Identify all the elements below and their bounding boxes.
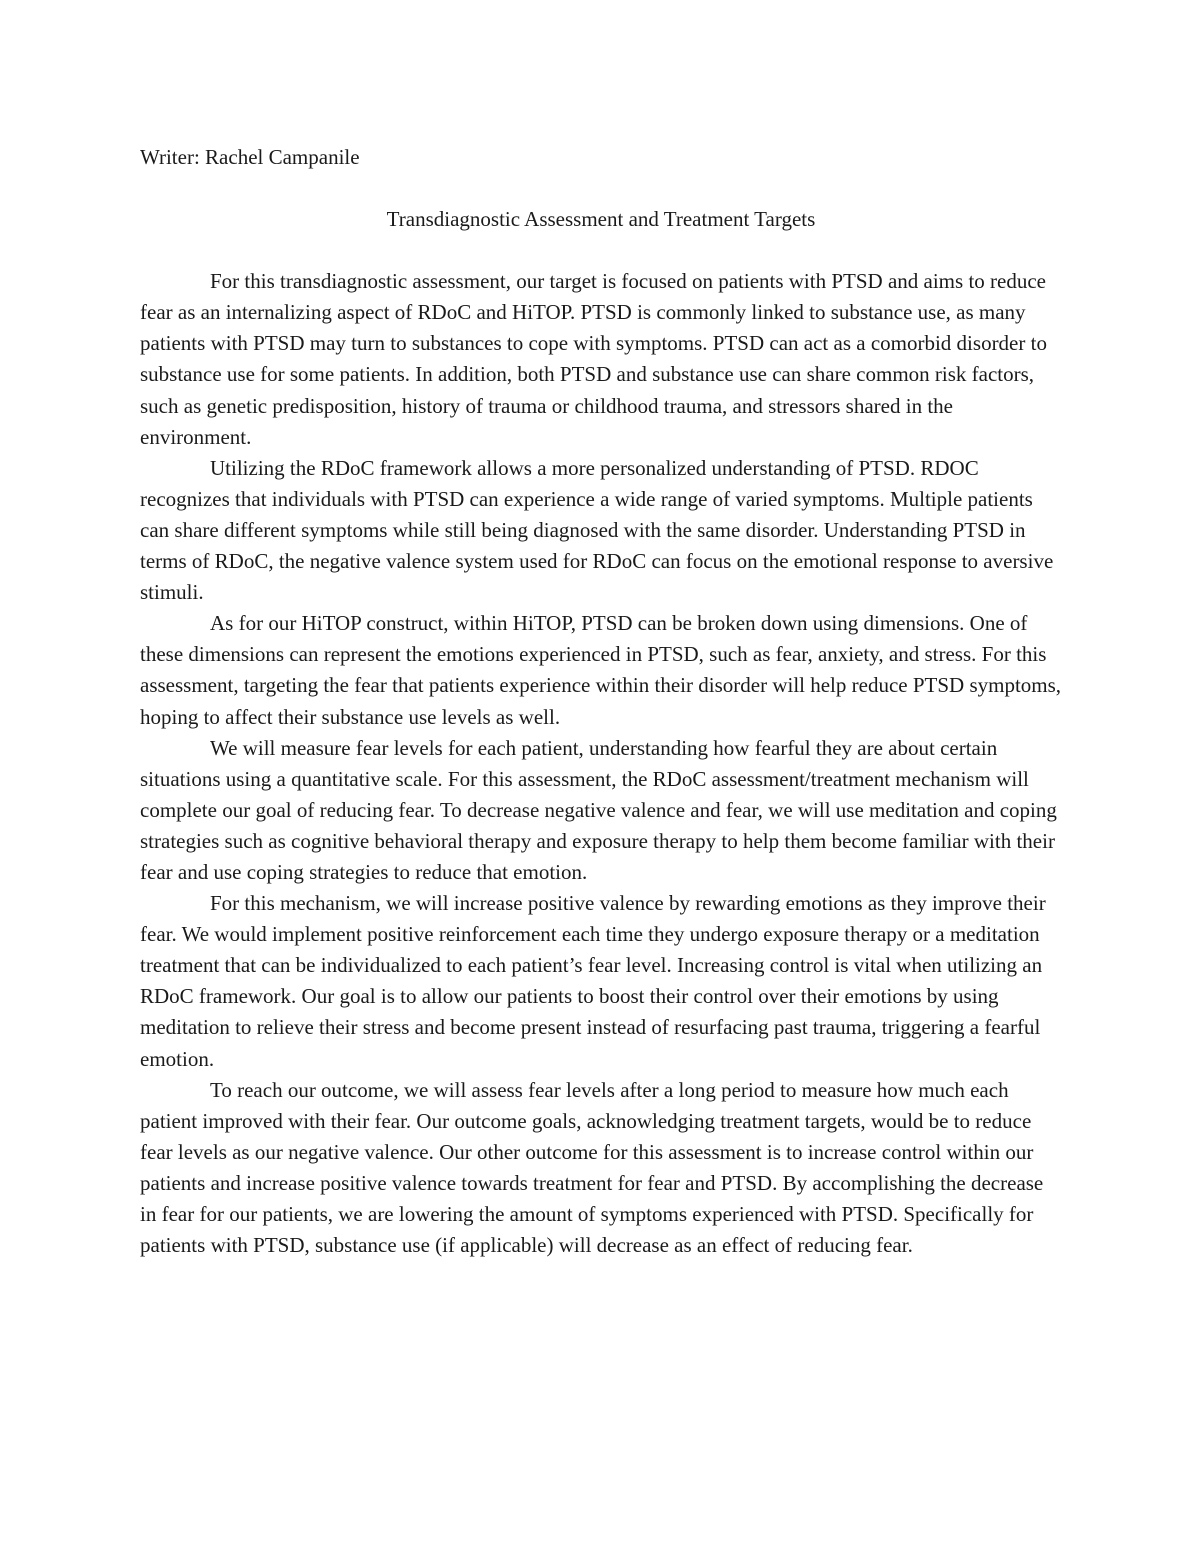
paragraph-1: For this transdiagnostic assessment, our target is focused on patients with PTSD and aims to reduce fear as an internalizing aspect of RDoC and HiTOP. PTSD is commonly linked to substance use, as many patients with PTSD may turn to substances to cope with symptoms. PTSD can act as a comorbid disorder to substance use for some patients. In addition, both PTSD and substance use can share common risk factors, such as genetic predisposition, history of trauma or childhood trauma, and stressors shared in the environment. xyxy=(140,269,1047,449)
paragraph-6: To reach our outcome, we will assess fear levels after a long period to measure how much each patient improved with their fear. Our outcome goals, acknowledging treatment targets, would be to reduce fear levels as our negative valence. Our other outcome for this assessment is to increase control within our patients and increase positive valence towards treatment for fear and PTSD. By accomplishing the decrease in fear for our patients, we are lowering the amount of symptoms experienced with PTSD. Specifically for patients with PTSD, substance use (if applicable) will decrease as an effect of reducing fear. xyxy=(140,1077,1044,1258)
document-body xyxy=(140,142,1062,1261)
paragraph-5: For this mechanism, we will increase positive valence by rewarding emotions as they improve their fear. We would implement positive reinforcement each time they undergo exposure therapy or a meditation treatment that can be individualized to each patient’s fear level. Increasing control is vital when utilizing an RDoC framework. Our goal is to allow our patients to boost their control over their emotions by using meditation to relieve their stress and become present instead of resurfacing past trauma, triggering a fearful emotion. xyxy=(140,891,1046,1071)
paragraph-4: We will measure fear levels for each patient, understanding how fearful they are about certain situations using a quantitative scale. For this assessment, the RDoC assessment/treatment mechanism will complete our goal of reducing fear. To decrease negative valence and fear, we will use meditation and coping strategies such as cognitive behavioral therapy and exposure therapy to help them become familiar with their fear and use coping strategies to reduce that emotion. xyxy=(140,735,1057,884)
document-title: Transdiagnostic Assessment and Treatment Targets xyxy=(386,207,816,232)
paragraph-3: As for our HiTOP construct, within HiTOP, PTSD can be broken down using dimensions. One of these dimensions can represent the emotions experienced in PTSD, such as fear, anxiety, and stress. For this assessment, targeting the fear that patients experience within their disorder will help reduce PTSD symptoms, hoping to affect their substance use levels as well. xyxy=(140,611,1062,729)
paragraph-2: Utilizing the RDoC framework allows a more personalized understanding of PTSD. RDOC recognizes that individuals with PTSD can experience a wide range of varied symptoms. Multiple patients can share different symptoms while still being diagnosed with the same disorder. Understanding PTSD in terms of RDoC, the negative valence system used for RDoC can focus on the emotional response to aversive stimuli. xyxy=(140,455,1054,605)
writer-line: Writer: Rachel Campanile xyxy=(140,145,360,169)
